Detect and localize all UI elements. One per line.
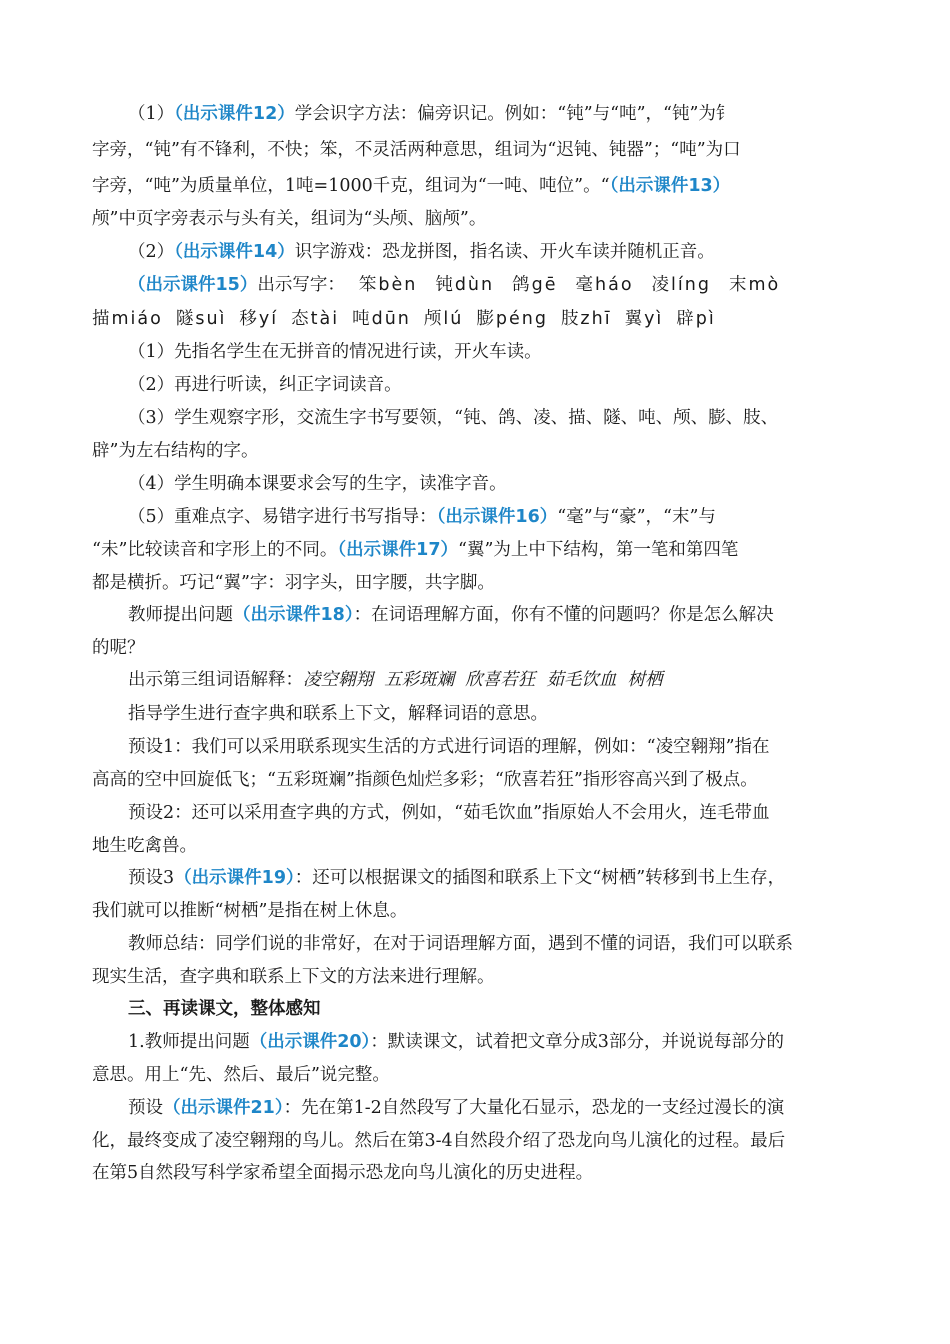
text: ：先在第1-2自然段写了大量化石显示，恐龙的一支经过漫长的演 xyxy=(283,1098,785,1118)
courseware-ref: （出示课件17） xyxy=(337,540,459,560)
preset-3-line-2: 我们就可以推断“树栖”是指在树上休息。 xyxy=(92,901,408,921)
paragraph-2 xyxy=(128,240,715,264)
section3-preset-line-3: 在第5自然段写科学家希望全面揭示恐龙向鸟儿演化的历史进程。 xyxy=(92,1163,594,1183)
courseware-ref: （出示课件12） xyxy=(174,104,295,124)
word-list-items: 凌空翱翔 五彩斑斓 欣喜若狂 茹毛饮血 树栖 xyxy=(303,670,663,690)
step-5-line-3: 都是横折。巧记“翼”字：羽字头，田字腰，共字脚。 xyxy=(92,573,495,593)
char-pinyin: 凌líng xyxy=(651,275,711,295)
courseware-ref: （出示课件18） xyxy=(233,605,354,625)
char-pinyin: 鸽gē xyxy=(512,275,558,295)
word-list xyxy=(128,668,663,692)
text: 字旁，“吨”为质量单位，1吨=1000千克，组词为“一吨、吨位”。“ xyxy=(92,176,610,196)
char-pinyin: 肢zhī xyxy=(560,309,612,329)
text: “毫”与“豪”，“末”与 xyxy=(557,507,716,527)
courseware-ref: （出示课件15） xyxy=(128,275,258,295)
text: 识字游戏：恐龙拼图，指名读、开火车读并随机正音。 xyxy=(294,242,715,262)
step-1: （1）先指名学生在无拼音的情况进行读，开火车读。 xyxy=(128,342,542,362)
summary-line-2: 现实生活，查字典和联系上下文的方法来进行理解。 xyxy=(92,967,495,987)
char-pinyin: 辟pì xyxy=(676,309,716,329)
paragraph-1-line-3 xyxy=(92,174,730,198)
step-3-line-1: （3）学生观察字形，交流生字书写要领，“钝、鸽、凌、描、隧、吨、颅、膨、肢、 xyxy=(128,408,779,428)
text: ：在词语理解方面，你有不懂的问题吗？你是怎么解决 xyxy=(353,605,774,625)
text: ：还可以根据课文的插图和联系上下文“树栖”转移到书上生存， xyxy=(294,868,786,888)
section3-preset-line-1 xyxy=(128,1096,784,1120)
text: ：默读课文，试着把文章分成3部分，并说说每部分的 xyxy=(370,1032,784,1052)
text: 预设 xyxy=(128,1098,163,1118)
paragraph-1-line-1 xyxy=(128,102,733,126)
courseware-ref: （出示课件20） xyxy=(249,1032,371,1052)
text: 出示写字： xyxy=(257,275,345,295)
courseware-ref: （出示课件14） xyxy=(174,242,295,262)
courseware-ref: （出示课件21） xyxy=(163,1098,284,1118)
paragraph-1-line-2: 字旁，“钝”有不锋利，不快；笨，不灵活两种意思，组词为“迟钝、钝器”；“吨”为口 xyxy=(92,140,741,160)
text: （5）重难点字、易错字进行书写指导： xyxy=(128,507,437,527)
text: 1.教师提出问题 xyxy=(128,1032,250,1052)
section3-preset-line-2: 化，最终变成了凌空翱翔的鸟儿。然后在第3-4自然段介绍了恐龙向鸟儿演化的过程。最后 xyxy=(92,1131,786,1151)
text: 教师提出问题 xyxy=(128,605,233,625)
question-line-1 xyxy=(128,603,774,627)
preset-1-line-1: 预设1：我们可以采用联系现实生活的方式进行词语的理解，例如：“凌空翱翔”指在 xyxy=(128,737,770,757)
step-5-line-2 xyxy=(92,538,738,562)
preset-1-line-2: 高高的空中回旋低飞；“五彩斑斓”指颜色灿烂多彩；“欣喜若狂”指形容高兴到了极点。 xyxy=(92,770,758,790)
char-pinyin: 膨péng xyxy=(476,309,548,329)
item-number: （1） xyxy=(128,104,175,124)
courseware-ref: （出示课件16） xyxy=(436,507,558,527)
step-5-line-1 xyxy=(128,505,716,529)
courseware-ref: （出示课件19） xyxy=(174,868,295,888)
step-2: （2）再进行听读，纠正字词读音。 xyxy=(128,375,402,395)
char-pinyin: 钝dùn xyxy=(435,275,495,295)
char-pinyin: 翼yì xyxy=(624,309,664,329)
step-3-line-2: 辟”为左右结构的字。 xyxy=(92,441,259,461)
preset-3-line-1 xyxy=(128,866,785,890)
paragraph-1-line-4: 颅”中页字旁表示与头有关，组词为“头颅、脑颅”。 xyxy=(92,209,487,229)
char-pinyin: 吨dūn xyxy=(352,309,411,329)
step-4: （4）学生明确本课要求会写的生字，读准字音。 xyxy=(128,474,507,494)
writing-chars-row-2 xyxy=(92,307,716,331)
char-pinyin: 移yí xyxy=(239,309,279,329)
section3-question-line-1 xyxy=(128,1030,784,1054)
char-pinyin: 态tài xyxy=(291,309,340,329)
char-pinyin: 末mò xyxy=(728,275,781,295)
char-pinyin: 描miáo xyxy=(92,309,163,329)
courseware-ref: （出示课件13） xyxy=(609,176,731,196)
summary-line-1: 教师总结：同学们说的非常好，在对于词语理解方面，遇到不懂的词语，我们可以联系 xyxy=(128,934,793,954)
text: “未”比较读音和字形上的不同。 xyxy=(92,540,338,560)
text: 出示第三组词语解释： xyxy=(128,670,303,690)
char-pinyin: 颅lú xyxy=(423,309,464,329)
section-heading: 三、再读课文，整体感知 xyxy=(128,999,321,1019)
section3-question-line-2: 意思。用上“先、然后、最后”说完整。 xyxy=(92,1065,390,1085)
char-pinyin: 笨bèn xyxy=(358,275,418,295)
writing-chars-row-1 xyxy=(128,273,780,297)
text: 学会识字方法：偏旁识记。例如：“钝”与“吨”，“钝”为钅 xyxy=(294,104,734,124)
char-pinyin: 隧suì xyxy=(175,309,227,329)
char-pinyin: 毫háo xyxy=(575,275,634,295)
preset-2-line-2: 地生吃禽兽。 xyxy=(92,836,197,856)
text: 预设3 xyxy=(128,868,175,888)
question-line-2: 的呢？ xyxy=(92,638,145,658)
item-number: （2） xyxy=(128,242,175,262)
text: “翼”为上中下结构，第一笔和第四笔 xyxy=(458,540,739,560)
guide-text: 指导学生进行查字典和联系上下文，解释词语的意思。 xyxy=(128,704,548,724)
preset-2-line-1: 预设2：还可以采用查字典的方式，例如，“茹毛饮血”指原始人不会用火，连毛带血 xyxy=(128,803,770,823)
